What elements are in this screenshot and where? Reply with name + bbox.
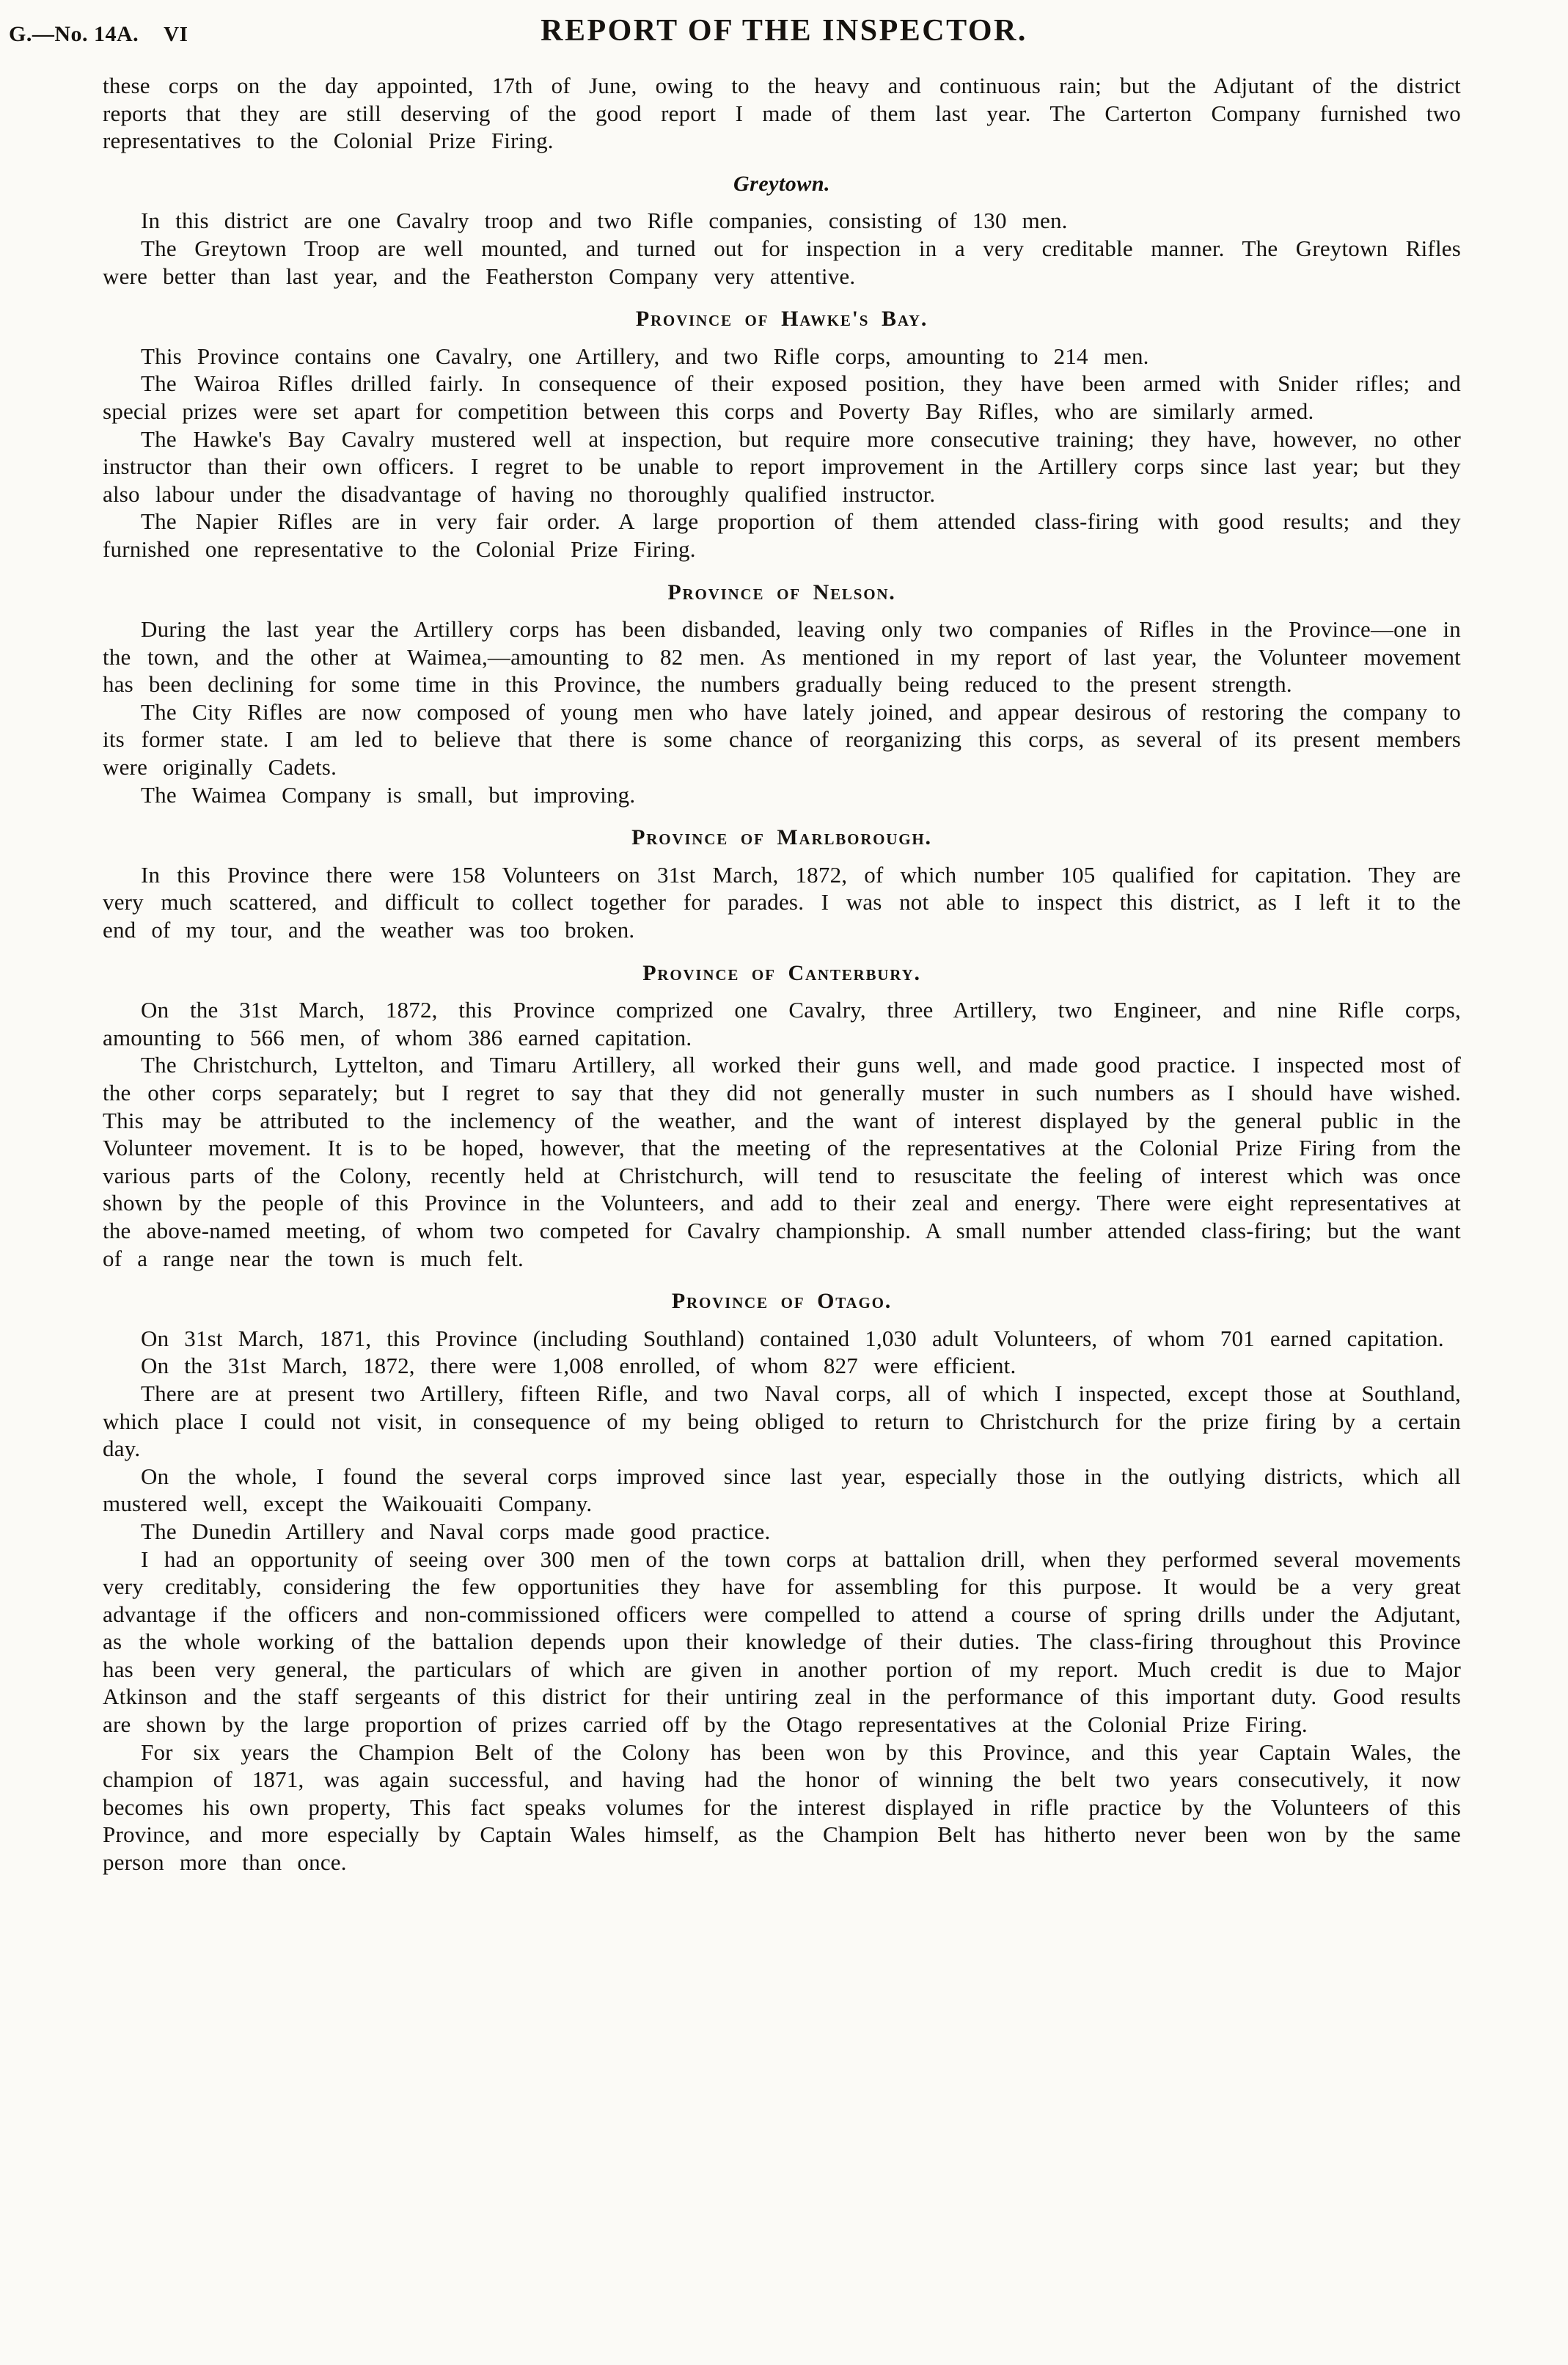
paragraph: On the whole, I found the several corps improved since last year, especially those in the outlying districts, which all mustered well, except the Waikouaiti Company. <box>103 1463 1461 1517</box>
section-heading-hawkes-bay: Province of Hawke's Bay. <box>635 307 928 332</box>
section-heading-nelson: Province of Nelson. <box>667 580 896 604</box>
doc-number <box>9 22 188 47</box>
paragraph: The Dunedin Artillery and Naval corps made good practice. <box>141 1518 771 1544</box>
paragraph: The Hawke's Bay Cavalry mustered well at inspection, but require more consecutive training; they have, however, no other instructor than their own officers. I regret to be unable to report improvement in the Artillery corps since last year; but they also labour under the disadvantage of having no thoroughly qualified instructor. <box>103 425 1461 507</box>
paragraph: The Napier Rifles are in very fair order. A large proportion of them attended class-firing with good results; and they furnished one representative to the Colonial Prize Firing. <box>103 508 1461 562</box>
paragraph: There are at present two Artillery, fifteen Rifle, and two Naval corps, all of which I inspected, except those at Southland, which place I could not visit, in consequence of my being obliged to return to Christchurch for the prize firing by a certain day. <box>103 1380 1461 1462</box>
paragraph: these corps on the day appointed, 17th of June, owing to the heavy and continuous rain; but the Adjutant of the district reports that they are still deserving of the good report I made of them last year. The Carterton Company furnished two representatives to the Colonial Prize Firing. <box>103 73 1461 154</box>
section-heading-greytown: Greytown. <box>733 171 830 196</box>
doc-number-text: G.—No. 14A. <box>9 22 139 46</box>
paragraph: The Christchurch, Lyttelton, and Timaru Artillery, all worked their guns well, and made good practice. I inspected most of the other corps separately; but I regret to say that they did not generally muster in such numbers as I should have wished. This may be attributed to the inclemency of the weather, and the want of interest displayed by the general public in the Volunteer movement. It is to be hoped, however, that the meeting of the representatives at the Colonial Prize Firing from the various parts of the Colony, recently held at Christchurch, will tend to resuscitate the feeling of interest which was once shown by the people of this Province in the Volunteers, and add to their zeal and energy. There were eight representatives at the above-named meeting, of whom two competed for Cavalry championship. A small number attended class-firing; but the want of a range near the town is much felt. <box>103 1052 1461 1271</box>
paragraph: On 31st March, 1871, this Province (including Southland) contained 1,030 adult Volunteers, of whom 701 earned capitation. <box>141 1325 1444 1351</box>
report-body <box>103 72 1461 1876</box>
paragraph: The Wairoa Rifles drilled fairly. In consequence of their exposed position, they have been armed with Snider rifles; and special prizes were set apart for competition between this corps and Poverty Bay Rifles, who are similarly armed. <box>103 370 1461 424</box>
paragraph: The City Rifles are now composed of young men who have lately joined, and appear desirous of restoring the company to its former state. I am led to believe that there is some chance of reorganizing this corps, as several of its present members were originally Cadets. <box>103 698 1461 781</box>
paragraph: On the 31st March, 1872, there were 1,008 enrolled, of whom 827 were efficient. <box>141 1353 1016 1379</box>
paragraph: During the last year the Artillery corps has been disbanded, leaving only two companies of Rifles in the Province—one in the town, and the other at Waimea,—amounting to 82 men. As mentioned in my report of last year, the Volunteer movement has been declining for some time in this Province, the numbers gradually being reduced to the present strength. <box>103 616 1461 698</box>
paragraph: In this Province there were 158 Volunteers on 31st March, 1872, of which number 105 qualified for capitation. They are very much scattered, and difficult to collect together for parades. I was not able to inspect this district, as I left it to the end of my tour, and the weather was too broken. <box>103 861 1461 943</box>
paragraph: On the 31st March, 1872, this Province comprized one Cavalry, three Artillery, two Engineer, and nine Rifle corps, amounting to 566 men, of whom 386 earned capitation. <box>103 997 1461 1050</box>
paragraph: The Waimea Company is small, but improving. <box>141 781 636 808</box>
section-heading-marlborough: Province of Marlborough. <box>631 825 932 850</box>
paragraph: The Greytown Troop are well mounted, and turned out for inspection in a very creditable manner. The Greytown Rifles were better than last year, and the Featherston Company very attentive. <box>103 235 1461 289</box>
paragraph: This Province contains one Cavalry, one Artillery, and two Rifle corps, amounting to 214 men. <box>141 343 1149 369</box>
paragraph: I had an opportunity of seeing over 300 men of the town corps at battalion drill, when they performed several movements very creditably, considering the few opportunities they have for assembling for this purpose. It would be a very great advantage if the officers and non-commissioned officers were compelled to attend a course of spring drills under the Adjutant, as the whole working of the battalion depends upon their knowledge of their duties. The class-firing throughout this Province has been very general, the particulars of which are given in another portion of my report. Much credit is due to Major Atkinson and the staff sergeants of this district for their untiring zeal in the performance of this important duty. Good results are shown by the large proportion of prizes carried off by the Otago representatives at the Colonial Prize Firing. <box>103 1546 1461 1738</box>
section-heading-canterbury: Province of Canterbury. <box>642 960 921 985</box>
page-header <box>0 13 1568 57</box>
page-number: VI <box>164 23 188 46</box>
section-heading-otago: Province of Otago. <box>671 1289 893 1314</box>
paragraph: For six years the Champion Belt of the Colony has been won by this Province, and this year Captain Wales, the champion of 1871, was again successful, and having had the honor of winning the belt two years consecutively, it now becomes his own property, This fact speaks volumes for the interest displayed in rifle practice by the Volunteers of this Province, and more especially by Captain Wales himself, as the Champion Belt has hitherto never been won by the same person more than once. <box>103 1739 1461 1876</box>
paragraph: In this district are one Cavalry troop and two Rifle companies, consisting of 130 men. <box>141 208 1068 234</box>
page-title: REPORT OF THE INSPECTOR. <box>541 14 1027 48</box>
